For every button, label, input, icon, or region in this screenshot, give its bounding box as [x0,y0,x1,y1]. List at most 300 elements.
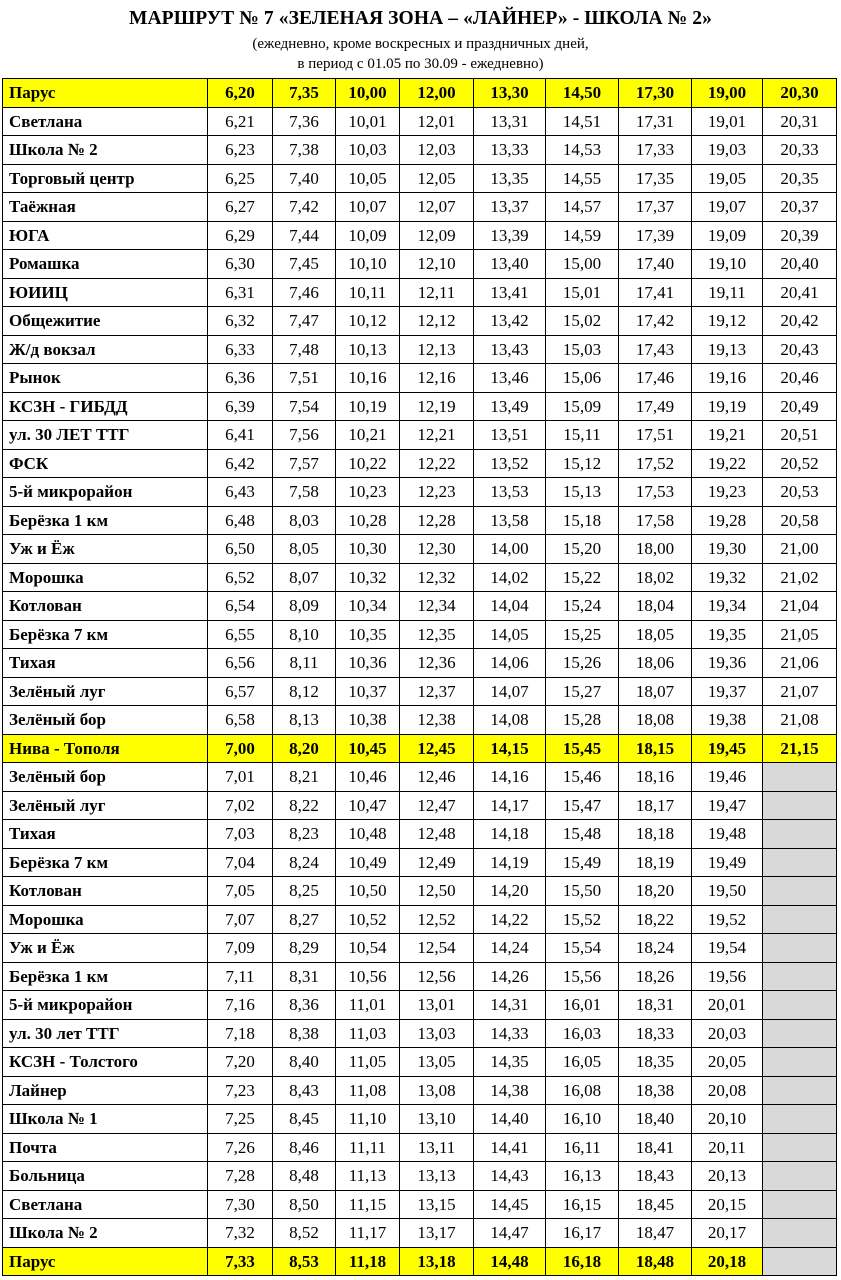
departure-time: 10,10 [336,250,400,279]
departure-time: 11,10 [336,1105,400,1134]
departure-time: 18,31 [619,991,692,1020]
departure-time: 12,07 [400,193,474,222]
table-row [3,364,837,393]
departure-time: 8,31 [273,962,336,991]
empty-cell [763,1247,837,1276]
departure-time: 18,48 [619,1247,692,1276]
departure-time: 13,11 [400,1133,474,1162]
departure-time: 17,51 [619,421,692,450]
stop-name: КСЗН - Толстого [3,1048,208,1077]
departure-time: 11,03 [336,1019,400,1048]
departure-time: 15,03 [546,335,619,364]
departure-time: 13,49 [474,392,546,421]
stop-name: Таёжная [3,193,208,222]
table-row [3,449,837,478]
departure-time: 7,05 [208,877,273,906]
departure-time: 6,41 [208,421,273,450]
table-row [3,677,837,706]
departure-time: 6,43 [208,478,273,507]
departure-time: 8,11 [273,649,336,678]
departure-time: 10,30 [336,535,400,564]
departure-time: 8,07 [273,563,336,592]
departure-time: 21,04 [763,592,837,621]
departure-time: 10,09 [336,221,400,250]
departure-time: 13,17 [400,1219,474,1248]
departure-time: 20,40 [763,250,837,279]
departure-time: 12,35 [400,620,474,649]
departure-time: 12,09 [400,221,474,250]
departure-time: 6,48 [208,506,273,535]
departure-time: 7,23 [208,1076,273,1105]
departure-time: 16,15 [546,1190,619,1219]
departure-time: 8,23 [273,820,336,849]
departure-time: 18,40 [619,1105,692,1134]
stop-name: Почта [3,1133,208,1162]
departure-time: 12,12 [400,307,474,336]
departure-time: 7,42 [273,193,336,222]
departure-time: 21,08 [763,706,837,735]
schedule-note-line-2: в период с 01.05 по 30.09 - ежедневно) [297,56,544,72]
departure-time: 7,16 [208,991,273,1020]
departure-time: 20,10 [692,1105,763,1134]
departure-time: 11,11 [336,1133,400,1162]
departure-time: 14,59 [546,221,619,250]
departure-time: 19,11 [692,278,763,307]
table-row [3,221,837,250]
departure-time: 11,05 [336,1048,400,1077]
departure-time: 19,03 [692,136,763,165]
table-row [3,791,837,820]
departure-time: 19,50 [692,877,763,906]
departure-time: 12,48 [400,820,474,849]
departure-time: 6,23 [208,136,273,165]
table-row [3,905,837,934]
departure-time: 17,42 [619,307,692,336]
departure-time: 15,00 [546,250,619,279]
table-row [3,506,837,535]
departure-time: 15,28 [546,706,619,735]
departure-time: 18,00 [619,535,692,564]
departure-time: 6,36 [208,364,273,393]
table-row [3,563,837,592]
departure-time: 10,23 [336,478,400,507]
table-row-terminal [3,79,837,108]
departure-time: 10,13 [336,335,400,364]
departure-time: 16,18 [546,1247,619,1276]
departure-time: 14,22 [474,905,546,934]
empty-cell [763,1019,837,1048]
departure-time: 11,17 [336,1219,400,1248]
stop-name: Ромашка [3,250,208,279]
departure-time: 8,25 [273,877,336,906]
departure-time: 18,43 [619,1162,692,1191]
table-row [3,421,837,450]
departure-time: 19,09 [692,221,763,250]
departure-time: 6,54 [208,592,273,621]
departure-time: 7,48 [273,335,336,364]
departure-time: 8,38 [273,1019,336,1048]
departure-time: 20,41 [763,278,837,307]
departure-time: 20,11 [692,1133,763,1162]
departure-time: 6,57 [208,677,273,706]
departure-time: 12,13 [400,335,474,364]
departure-time: 14,43 [474,1162,546,1191]
departure-time: 14,53 [546,136,619,165]
stop-name: ЮИИЦ [3,278,208,307]
departure-time: 17,33 [619,136,692,165]
departure-time: 11,18 [336,1247,400,1276]
departure-time: 12,30 [400,535,474,564]
departure-time: 14,08 [474,706,546,735]
departure-time: 12,45 [400,734,474,763]
departure-time: 7,46 [273,278,336,307]
departure-time: 10,49 [336,848,400,877]
table-row [3,1105,837,1134]
departure-time: 12,34 [400,592,474,621]
departure-time: 19,23 [692,478,763,507]
departure-time: 15,54 [546,934,619,963]
departure-time: 20,37 [763,193,837,222]
departure-time: 17,53 [619,478,692,507]
departure-time: 10,54 [336,934,400,963]
departure-time: 10,28 [336,506,400,535]
departure-time: 8,21 [273,763,336,792]
empty-cell [763,820,837,849]
departure-time: 14,06 [474,649,546,678]
departure-time: 14,04 [474,592,546,621]
departure-time: 6,50 [208,535,273,564]
departure-time: 7,57 [273,449,336,478]
stop-name: Школа № 2 [3,136,208,165]
departure-time: 10,11 [336,278,400,307]
departure-time: 7,44 [273,221,336,250]
departure-time: 14,41 [474,1133,546,1162]
departure-time: 15,13 [546,478,619,507]
table-row [3,307,837,336]
departure-time: 8,05 [273,535,336,564]
departure-time: 13,08 [400,1076,474,1105]
departure-time: 19,38 [692,706,763,735]
departure-time: 10,56 [336,962,400,991]
empty-cell [763,934,837,963]
departure-time: 13,41 [474,278,546,307]
table-row [3,250,837,279]
departure-time: 19,16 [692,364,763,393]
departure-time: 8,43 [273,1076,336,1105]
departure-time: 16,17 [546,1219,619,1248]
stop-name: Торговый центр [3,164,208,193]
departure-time: 13,39 [474,221,546,250]
empty-cell [763,763,837,792]
departure-time: 15,50 [546,877,619,906]
departure-time: 15,52 [546,905,619,934]
table-row [3,848,837,877]
departure-time: 14,18 [474,820,546,849]
departure-time: 8,45 [273,1105,336,1134]
departure-time: 7,38 [273,136,336,165]
departure-time: 20,30 [763,79,837,108]
departure-time: 14,20 [474,877,546,906]
departure-time: 6,42 [208,449,273,478]
departure-time: 19,21 [692,421,763,450]
departure-time: 12,19 [400,392,474,421]
departure-time: 6,52 [208,563,273,592]
departure-time: 15,48 [546,820,619,849]
departure-time: 10,00 [336,79,400,108]
departure-time: 18,08 [619,706,692,735]
departure-time: 10,03 [336,136,400,165]
departure-time: 18,06 [619,649,692,678]
departure-time: 19,10 [692,250,763,279]
departure-time: 18,22 [619,905,692,934]
departure-time: 17,30 [619,79,692,108]
departure-time: 17,39 [619,221,692,250]
departure-time: 20,31 [763,107,837,136]
stop-name: ул. 30 лет ТТГ [3,1019,208,1048]
departure-time: 12,56 [400,962,474,991]
departure-time: 19,07 [692,193,763,222]
departure-time: 14,50 [546,79,619,108]
departure-time: 15,12 [546,449,619,478]
departure-time: 7,18 [208,1019,273,1048]
departure-time: 7,28 [208,1162,273,1191]
departure-time: 10,12 [336,307,400,336]
departure-time: 20,42 [763,307,837,336]
departure-time: 14,45 [474,1190,546,1219]
departure-time: 6,29 [208,221,273,250]
departure-time: 18,38 [619,1076,692,1105]
departure-time: 20,03 [692,1019,763,1048]
departure-time: 19,34 [692,592,763,621]
departure-time: 6,58 [208,706,273,735]
departure-time: 12,47 [400,791,474,820]
departure-time: 10,19 [336,392,400,421]
departure-time: 18,07 [619,677,692,706]
departure-time: 8,20 [273,734,336,763]
departure-time: 17,31 [619,107,692,136]
departure-time: 17,35 [619,164,692,193]
departure-time: 19,56 [692,962,763,991]
departure-time: 15,01 [546,278,619,307]
departure-time: 12,38 [400,706,474,735]
stop-name: Котлован [3,592,208,621]
table-row [3,820,837,849]
departure-time: 18,02 [619,563,692,592]
stop-name: ЮГА [3,221,208,250]
departure-time: 18,17 [619,791,692,820]
departure-time: 15,09 [546,392,619,421]
departure-time: 20,18 [692,1247,763,1276]
stop-name: Берёзка 1 км [3,506,208,535]
departure-time: 10,05 [336,164,400,193]
stop-name: Берёзка 7 км [3,848,208,877]
departure-time: 6,55 [208,620,273,649]
departure-time: 15,49 [546,848,619,877]
departure-time: 7,20 [208,1048,273,1077]
departure-time: 13,03 [400,1019,474,1048]
departure-time: 10,36 [336,649,400,678]
departure-time: 19,13 [692,335,763,364]
departure-time: 19,22 [692,449,763,478]
stop-name: Больница [3,1162,208,1191]
stop-name: Парус [3,1247,208,1276]
departure-time: 6,33 [208,335,273,364]
departure-time: 20,53 [763,478,837,507]
departure-time: 8,03 [273,506,336,535]
departure-time: 21,00 [763,535,837,564]
departure-time: 17,40 [619,250,692,279]
departure-time: 18,33 [619,1019,692,1048]
departure-time: 19,05 [692,164,763,193]
departure-time: 21,02 [763,563,837,592]
stop-name: 5-й микрорайон [3,991,208,1020]
departure-time: 8,52 [273,1219,336,1248]
departure-time: 8,53 [273,1247,336,1276]
table-row [3,592,837,621]
empty-cell [763,1219,837,1248]
departure-time: 19,12 [692,307,763,336]
departure-time: 14,55 [546,164,619,193]
departure-time: 8,36 [273,991,336,1020]
departure-time: 20,46 [763,364,837,393]
departure-time: 13,42 [474,307,546,336]
departure-time: 19,35 [692,620,763,649]
departure-time: 7,35 [273,79,336,108]
empty-cell [763,1162,837,1191]
empty-cell [763,1076,837,1105]
table-row-terminal [3,1247,837,1276]
table-row [3,193,837,222]
empty-cell [763,1048,837,1077]
stop-name: Школа № 1 [3,1105,208,1134]
departure-time: 18,18 [619,820,692,849]
departure-time: 7,51 [273,364,336,393]
table-row [3,335,837,364]
departure-time: 10,35 [336,620,400,649]
departure-time: 12,11 [400,278,474,307]
departure-time: 6,30 [208,250,273,279]
departure-time: 19,19 [692,392,763,421]
departure-time: 6,21 [208,107,273,136]
departure-time: 13,01 [400,991,474,1020]
departure-time: 13,46 [474,364,546,393]
empty-cell [763,1105,837,1134]
departure-time: 20,17 [692,1219,763,1248]
departure-time: 15,27 [546,677,619,706]
empty-cell [763,877,837,906]
departure-time: 14,15 [474,734,546,763]
departure-time: 15,24 [546,592,619,621]
departure-time: 7,04 [208,848,273,877]
departure-time: 13,05 [400,1048,474,1077]
stop-name: Уж и Ёж [3,535,208,564]
departure-time: 15,22 [546,563,619,592]
departure-time: 14,40 [474,1105,546,1134]
stop-name: Берёзка 1 км [3,962,208,991]
departure-time: 20,51 [763,421,837,450]
departure-time: 7,47 [273,307,336,336]
departure-time: 7,07 [208,905,273,934]
departure-time: 8,09 [273,592,336,621]
table-row [3,278,837,307]
stop-name: Зелёный бор [3,763,208,792]
stop-name: Парус [3,79,208,108]
departure-time: 15,11 [546,421,619,450]
departure-time: 16,03 [546,1019,619,1048]
stop-name: Уж и Ёж [3,934,208,963]
table-row [3,1019,837,1048]
table-row [3,934,837,963]
departure-time: 13,52 [474,449,546,478]
departure-time: 18,15 [619,734,692,763]
departure-time: 7,00 [208,734,273,763]
departure-time: 18,16 [619,763,692,792]
departure-time: 12,28 [400,506,474,535]
departure-time: 20,13 [692,1162,763,1191]
departure-time: 13,37 [474,193,546,222]
departure-time: 14,48 [474,1247,546,1276]
table-row [3,136,837,165]
departure-time: 18,05 [619,620,692,649]
departure-time: 11,13 [336,1162,400,1191]
departure-time: 21,15 [763,734,837,763]
departure-time: 12,00 [400,79,474,108]
departure-time: 19,36 [692,649,763,678]
departure-time: 10,46 [336,763,400,792]
departure-time: 15,47 [546,791,619,820]
departure-time: 7,56 [273,421,336,450]
departure-time: 19,32 [692,563,763,592]
stop-name: Светлана [3,1190,208,1219]
departure-time: 7,01 [208,763,273,792]
departure-time: 15,02 [546,307,619,336]
departure-time: 17,49 [619,392,692,421]
departure-time: 12,05 [400,164,474,193]
departure-time: 19,52 [692,905,763,934]
departure-time: 14,51 [546,107,619,136]
departure-time: 7,25 [208,1105,273,1134]
departure-time: 13,43 [474,335,546,364]
departure-time: 20,39 [763,221,837,250]
stop-name: Светлана [3,107,208,136]
departure-time: 15,45 [546,734,619,763]
departure-time: 20,05 [692,1048,763,1077]
departure-time: 15,26 [546,649,619,678]
departure-time: 16,08 [546,1076,619,1105]
stop-name: ФСК [3,449,208,478]
schedule-note-line-1: (ежедневно, кроме воскресных и праздничных дней, [252,36,589,52]
table-row [3,1219,837,1248]
departure-time: 14,16 [474,763,546,792]
departure-time: 20,43 [763,335,837,364]
departure-time: 10,32 [336,563,400,592]
table-row [3,164,837,193]
timetable [2,78,837,1276]
stop-name: Зелёный луг [3,677,208,706]
departure-time: 8,13 [273,706,336,735]
departure-time: 18,35 [619,1048,692,1077]
departure-time: 19,37 [692,677,763,706]
departure-time: 20,58 [763,506,837,535]
departure-time: 12,03 [400,136,474,165]
departure-time: 20,08 [692,1076,763,1105]
page-title: МАРШРУТ № 7 «ЗЕЛЕНАЯ ЗОНА – «ЛАЙНЕР» - ШКОЛА № 2» [129,8,712,29]
departure-time: 13,15 [400,1190,474,1219]
departure-time: 6,39 [208,392,273,421]
departure-time: 8,12 [273,677,336,706]
departure-time: 10,21 [336,421,400,450]
departure-time: 13,40 [474,250,546,279]
